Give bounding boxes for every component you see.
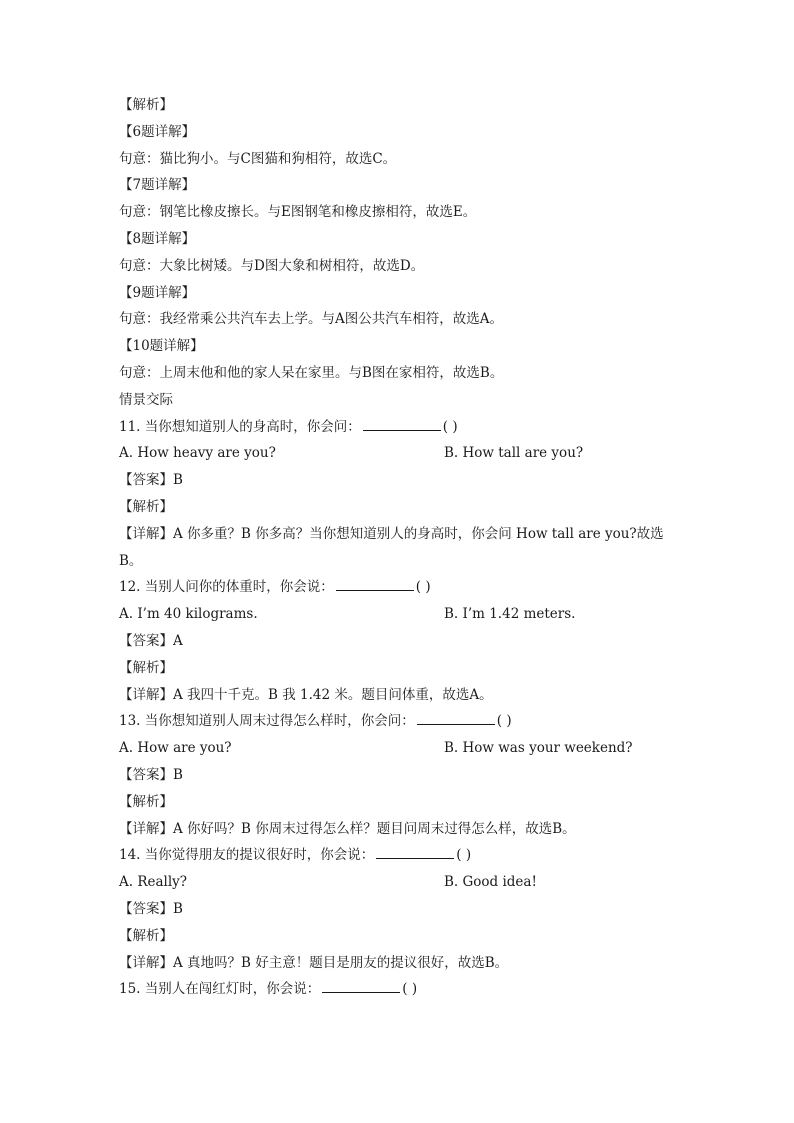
heading-text: 【解析】 — [119, 97, 173, 113]
option-b: B. How tall are you? — [444, 445, 584, 462]
heading-text: 【解析】 — [119, 793, 173, 810]
heading-text: 【解析】 — [119, 498, 173, 515]
question-11 — [119, 414, 679, 441]
analysis-heading-12 — [119, 655, 679, 682]
options-12 — [119, 601, 679, 628]
answer-11 — [119, 467, 679, 494]
heading-text: 【解析】 — [119, 659, 173, 676]
detail-heading-q8 — [119, 226, 679, 253]
options-13 — [119, 735, 679, 762]
question-text: 11. 当你想知道别人的身高时，你会问： — [119, 418, 361, 435]
answer-text: 【答案】B — [119, 900, 183, 917]
explanation-q6 — [119, 146, 679, 173]
option-a: A. How heavy are you? — [119, 445, 276, 462]
detail-12 — [119, 682, 679, 709]
question-text: 12. 当别人问你的体重时，你会说： — [119, 579, 334, 596]
detail-text: 【详解】A 我四十千克。B 我 1.42 米。题目问体重，故选A。 — [119, 686, 493, 703]
answer-blank[interactable] — [417, 709, 495, 725]
explanation-q9 — [119, 306, 679, 333]
analysis-heading-14 — [119, 923, 679, 950]
answer-blank[interactable] — [336, 575, 414, 591]
document-page — [119, 92, 679, 1003]
detail-13 — [119, 816, 679, 843]
question-12 — [119, 574, 679, 601]
question-text: 15. 当别人在闯红灯时，你会说： — [119, 981, 321, 998]
explanation-q8 — [119, 253, 679, 280]
detail-11-cont — [119, 548, 679, 575]
explanation-q7 — [119, 199, 679, 226]
analysis-heading-11 — [119, 494, 679, 521]
detail-14 — [119, 950, 679, 977]
detail-heading-q7 — [119, 172, 679, 199]
question-13 — [119, 708, 679, 735]
section-title: 情景交际 — [119, 391, 173, 408]
explanation-text: 句意：大象比树矮。与D图大象和树相符，故选D。 — [119, 257, 425, 274]
explanation-text: 句意：猫比狗小。与C图猫和狗相符，故选C。 — [119, 150, 397, 167]
detail-heading-q9 — [119, 280, 679, 307]
options-11 — [119, 440, 679, 467]
options-14 — [119, 869, 679, 896]
heading-text: 【解析】 — [119, 927, 173, 944]
answer-14 — [119, 896, 679, 923]
question-text: 13. 当你想知道别人周末过得怎么样时，你会问： — [119, 713, 415, 730]
answer-text: 【答案】A — [119, 632, 183, 649]
detail-heading-q10 — [119, 333, 679, 360]
option-b: B. I’m 1.42 meters. — [444, 606, 576, 623]
explanation-text: 句意：我经常乘公共汽车去上学。与A图公共汽车相符，故选A。 — [119, 311, 503, 328]
explanation-text: 句意：钢笔比橡皮擦长。与E图钢笔和橡皮擦相符，故选E。 — [119, 204, 477, 221]
detail-text: 【详解】A 你多重？B 你多高？当你想知道别人的身高时，你会问 How tall are you?故选 — [119, 525, 664, 542]
question-15 — [119, 976, 679, 1003]
heading-text: 【6题详解】 — [119, 123, 196, 140]
analysis-heading-13 — [119, 789, 679, 816]
answer-text: 【答案】B — [119, 766, 183, 783]
option-a: A. I’m 40 kilograms. — [119, 606, 258, 623]
detail-text: B。 — [119, 552, 143, 569]
heading-text: 【8题详解】 — [119, 230, 196, 247]
heading-text: 【10题详解】 — [119, 338, 204, 355]
option-a: A. How are you? — [119, 740, 232, 757]
answer-blank[interactable] — [363, 415, 441, 431]
answer-parentheses[interactable]: ( ) — [442, 418, 458, 435]
answer-12 — [119, 628, 679, 655]
answer-blank[interactable] — [322, 977, 400, 993]
answer-parentheses[interactable]: ( ) — [402, 981, 418, 998]
option-b: B. Good idea! — [444, 874, 537, 891]
section-heading-analysis — [119, 92, 679, 119]
answer-blank[interactable] — [376, 843, 454, 859]
detail-text: 【详解】A 你好吗？B 你周末过得怎么样？题目问周末过得怎么样，故选B。 — [119, 820, 576, 837]
answer-text: 【答案】B — [119, 472, 183, 489]
detail-heading-q6 — [119, 119, 679, 146]
detail-11 — [119, 521, 679, 548]
answer-parentheses[interactable]: ( ) — [496, 713, 512, 730]
question-text: 14. 当你觉得朋友的提议很好时，你会说： — [119, 847, 375, 864]
answer-13 — [119, 762, 679, 789]
explanation-q10 — [119, 360, 679, 387]
heading-text: 【7题详解】 — [119, 177, 196, 194]
section-title-situational — [119, 387, 679, 414]
question-14 — [119, 842, 679, 869]
answer-parentheses[interactable]: ( ) — [456, 847, 472, 864]
detail-text: 【详解】A 真地吗？B 好主意！题目是朋友的提议很好，故选B。 — [119, 954, 509, 971]
option-b: B. How was your weekend? — [444, 740, 633, 757]
option-a: A. Really? — [119, 874, 188, 891]
explanation-text: 句意：上周末他和他的家人呆在家里。与B图在家相符，故选B。 — [119, 364, 504, 381]
answer-parentheses[interactable]: ( ) — [415, 579, 431, 596]
heading-text: 【9题详解】 — [119, 284, 196, 301]
